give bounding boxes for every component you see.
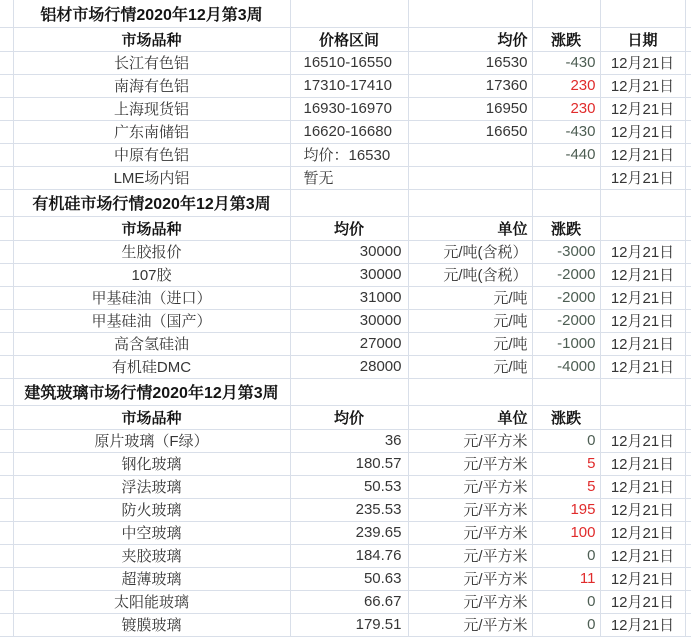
empty-cell bbox=[532, 378, 600, 405]
table-row bbox=[0, 475, 691, 498]
spacer-cell bbox=[0, 143, 13, 166]
spacer-cell bbox=[0, 240, 13, 263]
empty-cell bbox=[408, 0, 532, 27]
cell-change: 0 bbox=[532, 544, 600, 567]
cell-unit: 元/吨 bbox=[408, 332, 532, 355]
table-row bbox=[0, 544, 691, 567]
cell-avg: 36 bbox=[290, 429, 408, 452]
table-row bbox=[0, 332, 691, 355]
spacer-cell bbox=[685, 216, 691, 240]
spacer-cell bbox=[0, 498, 13, 521]
spacer-cell bbox=[685, 452, 691, 475]
cell-date: 12月21日 bbox=[600, 286, 685, 309]
spacer-cell bbox=[0, 120, 13, 143]
cell-name: 甲基硅油（进口） bbox=[13, 286, 290, 309]
cell-range: 16930-16970 bbox=[290, 97, 408, 120]
cell-change: 195 bbox=[532, 498, 600, 521]
cell-name: 上海现货铝 bbox=[13, 97, 290, 120]
spacer-cell bbox=[0, 405, 13, 429]
empty-cell bbox=[600, 189, 685, 216]
spacer-cell bbox=[685, 74, 691, 97]
column-header: 涨跌 bbox=[532, 405, 600, 429]
column-header: 单位 bbox=[408, 405, 532, 429]
spacer-cell bbox=[685, 189, 691, 216]
cell-range: 17310-17410 bbox=[290, 74, 408, 97]
cell-name: 南海有色铝 bbox=[13, 74, 290, 97]
column-header: 均价 bbox=[408, 27, 532, 51]
cell-avg: 50.53 bbox=[290, 475, 408, 498]
empty-cell bbox=[290, 0, 408, 27]
empty-cell bbox=[532, 189, 600, 216]
cell-avg: 16530 bbox=[408, 51, 532, 74]
cell-change: 0 bbox=[532, 613, 600, 636]
cell-date: 12月21日 bbox=[600, 613, 685, 636]
column-header: 涨跌 bbox=[532, 216, 600, 240]
cell-avg: 16650 bbox=[408, 120, 532, 143]
empty-cell bbox=[408, 378, 532, 405]
header-row bbox=[0, 216, 691, 240]
cell-name: 镀膜玻璃 bbox=[13, 613, 290, 636]
spacer-cell bbox=[685, 309, 691, 332]
cell-unit: 元/吨 bbox=[408, 309, 532, 332]
table-row bbox=[0, 590, 691, 613]
cell-avg: 50.63 bbox=[290, 567, 408, 590]
spacer-cell bbox=[685, 27, 691, 51]
cell-avg: 28000 bbox=[290, 355, 408, 378]
spacer-cell bbox=[685, 263, 691, 286]
cell-avg: 235.53 bbox=[290, 498, 408, 521]
column-header: 价格区间 bbox=[290, 27, 408, 51]
cell-change: -2000 bbox=[532, 263, 600, 286]
cell-change: 100 bbox=[532, 521, 600, 544]
cell-change: -430 bbox=[532, 51, 600, 74]
table-row bbox=[0, 286, 691, 309]
spacer-cell bbox=[0, 189, 13, 216]
section-title: 铝材市场行情2020年12月第3周 bbox=[13, 0, 290, 27]
cell-avg: 30000 bbox=[290, 263, 408, 286]
cell-change: 5 bbox=[532, 452, 600, 475]
cell-avg: 30000 bbox=[290, 240, 408, 263]
table-row bbox=[0, 120, 691, 143]
cell-name: 中原有色铝 bbox=[13, 143, 290, 166]
cell-unit: 元/平方米 bbox=[408, 498, 532, 521]
spacer-cell bbox=[0, 544, 13, 567]
table-row bbox=[0, 452, 691, 475]
cell-unit: 元/平方米 bbox=[408, 429, 532, 452]
cell-name: 高含氢硅油 bbox=[13, 332, 290, 355]
cell-name: 钢化玻璃 bbox=[13, 452, 290, 475]
cell-date: 12月21日 bbox=[600, 521, 685, 544]
cell-date: 12月21日 bbox=[600, 567, 685, 590]
spacer-cell bbox=[685, 475, 691, 498]
table-row bbox=[0, 263, 691, 286]
spacer-cell bbox=[0, 74, 13, 97]
cell-avg bbox=[408, 143, 532, 166]
cell-change: -4000 bbox=[532, 355, 600, 378]
spacer-cell bbox=[0, 216, 13, 240]
table-row bbox=[0, 74, 691, 97]
cell-name: LME场内铝 bbox=[13, 166, 290, 189]
spacer-cell bbox=[0, 332, 13, 355]
cell-date: 12月21日 bbox=[600, 51, 685, 74]
spacer-cell bbox=[685, 332, 691, 355]
header-row bbox=[0, 405, 691, 429]
cell-change: -2000 bbox=[532, 309, 600, 332]
cell-unit: 元/平方米 bbox=[408, 613, 532, 636]
table-row bbox=[0, 143, 691, 166]
spacer-cell bbox=[685, 498, 691, 521]
column-header: 均价 bbox=[290, 405, 408, 429]
spacer-cell bbox=[0, 166, 13, 189]
empty-cell bbox=[532, 0, 600, 27]
cell-unit: 元/平方米 bbox=[408, 544, 532, 567]
column-header: 涨跌 bbox=[532, 27, 600, 51]
spacer-cell bbox=[0, 97, 13, 120]
cell-change: 230 bbox=[532, 97, 600, 120]
spacer-cell bbox=[685, 143, 691, 166]
spacer-cell bbox=[0, 567, 13, 590]
cell-name: 107胶 bbox=[13, 263, 290, 286]
cell-date: 12月21日 bbox=[600, 166, 685, 189]
cell-name: 原片玻璃（F绿） bbox=[13, 429, 290, 452]
cell-avg: 179.51 bbox=[290, 613, 408, 636]
column-header: 市场品种 bbox=[13, 405, 290, 429]
cell-name: 夹胶玻璃 bbox=[13, 544, 290, 567]
cell-unit: 元/吨(含税） bbox=[408, 240, 532, 263]
cell-unit: 元/吨(含税） bbox=[408, 263, 532, 286]
column-header: 均价 bbox=[290, 216, 408, 240]
spacer-cell bbox=[685, 378, 691, 405]
spacer-cell bbox=[685, 567, 691, 590]
spacer-cell bbox=[685, 521, 691, 544]
spacer-cell bbox=[685, 0, 691, 27]
cell-avg: 16950 bbox=[408, 97, 532, 120]
empty-cell bbox=[600, 0, 685, 27]
cell-date: 12月21日 bbox=[600, 590, 685, 613]
spacer-cell bbox=[685, 286, 691, 309]
table-row bbox=[0, 97, 691, 120]
cell-change: -1000 bbox=[532, 332, 600, 355]
cell-name: 甲基硅油（国产） bbox=[13, 309, 290, 332]
empty-cell bbox=[600, 378, 685, 405]
cell-date: 12月21日 bbox=[600, 120, 685, 143]
cell-range: 暂无 bbox=[290, 166, 408, 189]
column-header: 市场品种 bbox=[13, 27, 290, 51]
cell-change: 11 bbox=[532, 567, 600, 590]
spacer-cell bbox=[0, 51, 13, 74]
spacer-cell bbox=[685, 120, 691, 143]
cell-name: 超薄玻璃 bbox=[13, 567, 290, 590]
cell-unit: 元/吨 bbox=[408, 286, 532, 309]
spacer-cell bbox=[0, 475, 13, 498]
spacer-cell bbox=[0, 613, 13, 636]
cell-change: -440 bbox=[532, 143, 600, 166]
cell-date: 12月21日 bbox=[600, 355, 685, 378]
cell-date: 12月21日 bbox=[600, 452, 685, 475]
empty-cell bbox=[290, 378, 408, 405]
column-header: 单位 bbox=[408, 216, 532, 240]
cell-range: 16510-16550 bbox=[290, 51, 408, 74]
cell-date: 12月21日 bbox=[600, 475, 685, 498]
cell-date: 12月21日 bbox=[600, 263, 685, 286]
spacer-cell bbox=[0, 452, 13, 475]
cell-name: 防火玻璃 bbox=[13, 498, 290, 521]
cell-range: 16620-16680 bbox=[290, 120, 408, 143]
cell-date: 12月21日 bbox=[600, 544, 685, 567]
spacer-cell bbox=[685, 590, 691, 613]
table-row bbox=[0, 166, 691, 189]
cell-unit: 元/吨 bbox=[408, 355, 532, 378]
table-row bbox=[0, 240, 691, 263]
spacer-cell bbox=[0, 378, 13, 405]
spacer-cell bbox=[0, 429, 13, 452]
cell-avg: 30000 bbox=[290, 309, 408, 332]
cell-date: 12月21日 bbox=[600, 429, 685, 452]
cell-unit: 元/平方米 bbox=[408, 452, 532, 475]
spacer-cell bbox=[685, 544, 691, 567]
cell-name: 中空玻璃 bbox=[13, 521, 290, 544]
section-title: 有机硅市场行情2020年12月第3周 bbox=[13, 189, 290, 216]
cell-name: 浮法玻璃 bbox=[13, 475, 290, 498]
column-header: 日期 bbox=[600, 27, 685, 51]
cell-date: 12月21日 bbox=[600, 498, 685, 521]
spacer-cell bbox=[0, 355, 13, 378]
cell-change: 0 bbox=[532, 590, 600, 613]
spacer-cell bbox=[0, 27, 13, 51]
cell-change: 230 bbox=[532, 74, 600, 97]
section-title: 建筑玻璃市场行情2020年12月第3周 bbox=[13, 378, 290, 405]
cell-change: 5 bbox=[532, 475, 600, 498]
table-row bbox=[0, 613, 691, 636]
spacer-cell bbox=[0, 0, 13, 27]
table-row bbox=[0, 355, 691, 378]
column-header bbox=[600, 405, 685, 429]
empty-cell bbox=[290, 189, 408, 216]
cell-change: -2000 bbox=[532, 286, 600, 309]
cell-name: 长江有色铝 bbox=[13, 51, 290, 74]
spacer-cell bbox=[685, 166, 691, 189]
cell-change: 0 bbox=[532, 429, 600, 452]
cell-unit: 元/平方米 bbox=[408, 521, 532, 544]
cell-unit: 元/平方米 bbox=[408, 590, 532, 613]
title-row bbox=[0, 189, 691, 216]
cell-avg: 180.57 bbox=[290, 452, 408, 475]
spacer-cell bbox=[685, 97, 691, 120]
cell-date: 12月21日 bbox=[600, 240, 685, 263]
column-header: 市场品种 bbox=[13, 216, 290, 240]
cell-name: 广东南储铝 bbox=[13, 120, 290, 143]
spacer-cell bbox=[685, 613, 691, 636]
cell-avg: 31000 bbox=[290, 286, 408, 309]
cell-name: 太阳能玻璃 bbox=[13, 590, 290, 613]
title-row bbox=[0, 0, 691, 27]
cell-date: 12月21日 bbox=[600, 143, 685, 166]
cell-avg: 239.65 bbox=[290, 521, 408, 544]
cell-name: 生胶报价 bbox=[13, 240, 290, 263]
cell-avg: 27000 bbox=[290, 332, 408, 355]
cell-date: 12月21日 bbox=[600, 309, 685, 332]
cell-date: 12月21日 bbox=[600, 332, 685, 355]
table-row bbox=[0, 521, 691, 544]
spacer-cell bbox=[0, 286, 13, 309]
spacer-cell bbox=[0, 309, 13, 332]
cell-unit: 元/平方米 bbox=[408, 567, 532, 590]
cell-name: 有机硅DMC bbox=[13, 355, 290, 378]
spacer-cell bbox=[685, 405, 691, 429]
spacer-cell bbox=[685, 240, 691, 263]
table-row bbox=[0, 429, 691, 452]
spacer-cell bbox=[0, 590, 13, 613]
spacer-cell bbox=[0, 521, 13, 544]
cell-unit: 元/平方米 bbox=[408, 475, 532, 498]
title-row bbox=[0, 378, 691, 405]
table-row bbox=[0, 567, 691, 590]
cell-avg: 66.67 bbox=[290, 590, 408, 613]
cell-avg: 17360 bbox=[408, 74, 532, 97]
cell-date: 12月21日 bbox=[600, 74, 685, 97]
table-row bbox=[0, 498, 691, 521]
table-row bbox=[0, 309, 691, 332]
empty-cell bbox=[408, 189, 532, 216]
cell-change bbox=[532, 166, 600, 189]
spacer-cell bbox=[685, 429, 691, 452]
spacer-cell bbox=[0, 263, 13, 286]
table-row bbox=[0, 51, 691, 74]
spacer-cell bbox=[685, 51, 691, 74]
column-header bbox=[600, 216, 685, 240]
cell-avg bbox=[408, 166, 532, 189]
header-row bbox=[0, 27, 691, 51]
cell-change: -3000 bbox=[532, 240, 600, 263]
spacer-cell bbox=[685, 355, 691, 378]
cell-date: 12月21日 bbox=[600, 97, 685, 120]
cell-avg: 184.76 bbox=[290, 544, 408, 567]
cell-range: 均价：16530 bbox=[290, 143, 408, 166]
cell-change: -430 bbox=[532, 120, 600, 143]
